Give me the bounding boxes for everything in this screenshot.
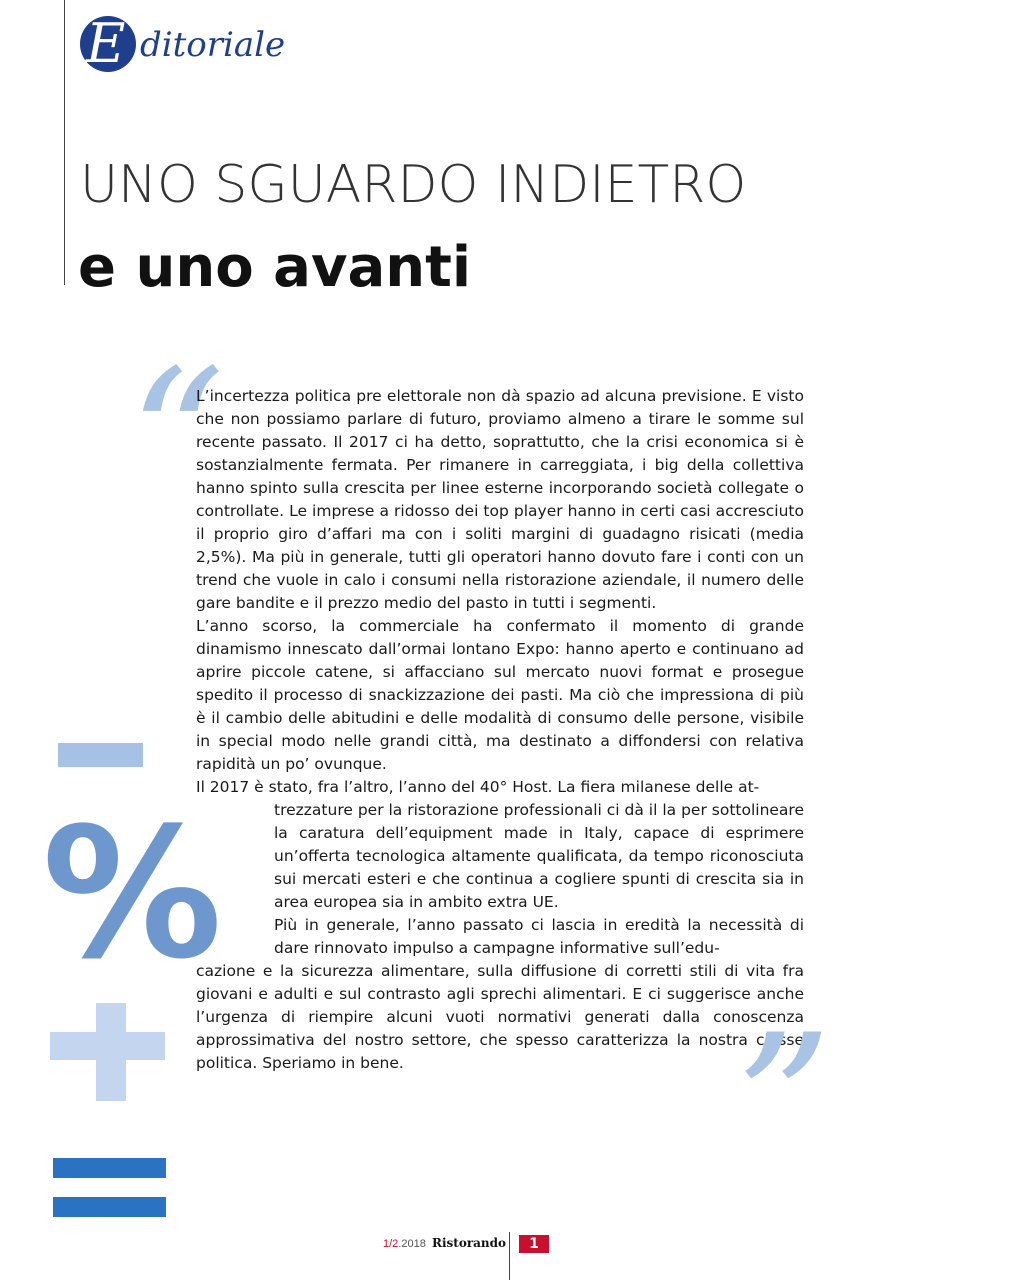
issue-year: .2018 bbox=[398, 1238, 426, 1250]
headline-line-1: UNO SGUARDO INDIETRO bbox=[80, 155, 747, 215]
paragraph-4-rest: cazione e la sicurezza alimentare, sulla diffusione di corretti stili di vita fra giovani e adulti e sul contrasto agli sprechi alimentari. E ci suggerisce anche l’urgenza di riempire alcuni vuoti normativi generati dalla conoscenza approssimativa del nostro settore, che spesso caratterizza la nostra classe politica. Speriamo in bene. bbox=[196, 962, 804, 1072]
plus-symbol-vertical bbox=[96, 1003, 126, 1101]
headline-line-2: e uno avanti bbox=[78, 235, 472, 300]
page-number-badge: 1 bbox=[519, 1235, 549, 1253]
margin-rule bbox=[64, 0, 65, 285]
issue-number: 1/2 bbox=[383, 1238, 399, 1250]
close-quote-mark: ” bbox=[735, 994, 833, 1215]
section-initial: E bbox=[86, 12, 126, 75]
footer-divider bbox=[509, 1232, 510, 1280]
paragraph-1: L’incertezza politica pre elettorale non dà spazio ad alcuna previsione. E visto che non possiamo parlare di futuro, proviamo almeno a tirare le somme sul recente passato. Il 2017 ci ha detto, soprattutto, che la crisi economica si è sostanzialmente fermata. Per rimanere in carreggiata, i big della collettiva hanno spinto sulla crescita per linee esterne incorporando società collegate o controllate. Le imprese a ridosso dei top player hanno in certi casi accresciuto il proprio giro d’affari ma con i soliti margini di guadagno risicati (media 2,5%). Ma più in generale, tutti gli operatori hanno dovuto fare i conti con un trend che vuole in calo i consumi nella ristorazione aziendale, il numero delle gare bandite e il prezzo medio del pasto in tutti i segmenti. bbox=[196, 387, 804, 612]
equals-symbol-bottom bbox=[53, 1197, 166, 1217]
section-label: ditoriale bbox=[140, 25, 286, 65]
percent-symbol: % bbox=[42, 790, 223, 999]
magazine-name: Ristorando bbox=[432, 1236, 507, 1250]
editorial-body bbox=[196, 385, 804, 1075]
equals-symbol-top bbox=[53, 1158, 166, 1178]
issue-label bbox=[383, 1236, 426, 1252]
paragraph-2: L’anno scorso, la commerciale ha confermato il momento di grande dinamismo innescato dall’ormai lontano Expo: hanno aperto e continuano ad aprire piccole catene, si affacciano sul mercato nuovi format e prosegue spedito il processo di snackizzazione dei pasti. Ma ciò che impressiona di più è il cambio delle abitudini e delle modalità di consumo delle persone, visibile in special modo nelle grandi città, ma destinato a diffondersi con relativa rapidità un po’ ovunque. bbox=[196, 617, 804, 773]
paragraph-3-lead: Il 2017 è stato, fra l’altro, l’anno del 40° Host. La fiera milanese delle at- bbox=[196, 778, 760, 796]
paragraph-4-indented: Più in generale, l’anno passato ci lascia in eredità la necessità di dare rinnovato impulso a campagne informative sull’edu- bbox=[274, 916, 804, 957]
open-quote-mark: “ bbox=[128, 329, 226, 550]
paragraph-3-indented: trezzature per la ristorazione professionali ci dà il la per sottolineare la caratura dell’equipment made in Italy, capace di esprimere un’offerta tecnologica altamente qualificata, da tempo riconosciuta sui mercati esteri e che continua a cogliere spunti di crescita sia in area europea sia in ambito extra UE. bbox=[274, 801, 804, 911]
minus-symbol bbox=[58, 743, 143, 767]
